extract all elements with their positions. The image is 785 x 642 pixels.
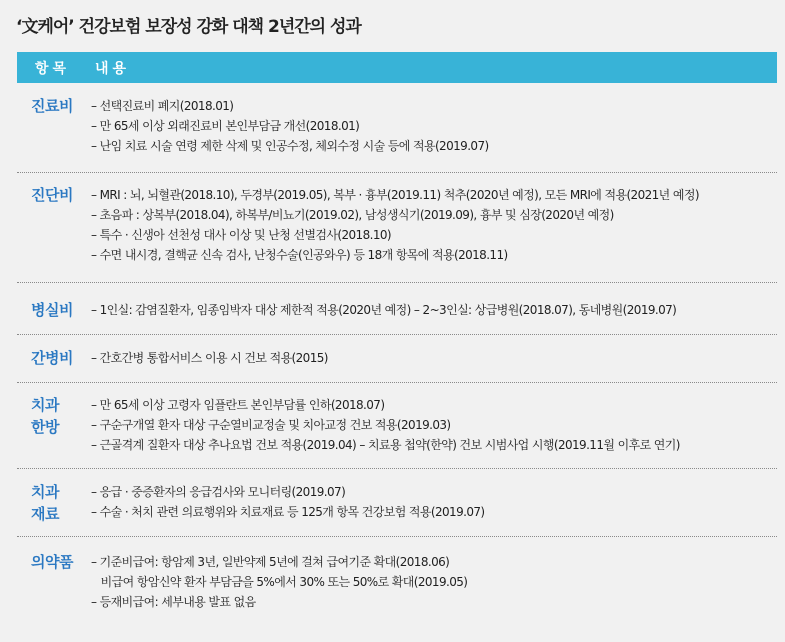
list-item: – 간호간병 통합서비스 이용 시 건보 적용(2015) bbox=[91, 351, 328, 365]
row-category: 간병비 bbox=[31, 349, 73, 367]
page-title: ‘文케어’ 건강보험 보장성 강화 대책 2년간의 성과 bbox=[16, 17, 361, 37]
list-item: – 수면 내시경, 결핵균 신속 검사, 난청수술(인공와우) 등 18개 항목에 적용(2018.11) bbox=[91, 248, 508, 262]
row-divider bbox=[17, 334, 777, 335]
row-category: 치과 재료 bbox=[31, 483, 59, 523]
row-category: 진단비 bbox=[31, 186, 73, 204]
row-items bbox=[91, 185, 773, 265]
row-items bbox=[91, 348, 773, 368]
row-divider bbox=[17, 282, 777, 283]
list-item: – 1인실: 감염질환자, 임종임박자 대상 제한적 적용(2020년 예정) – 2~3인실: 상급병원(2018.07), 동네병원(2019.07) bbox=[91, 303, 677, 317]
row-items bbox=[91, 96, 773, 156]
header-item-label: 항목 bbox=[35, 61, 71, 77]
list-item: – 난임 치료 시술 연령 제한 삭제 및 인공수정, 체외수정 시술 등에 적용(2019.07) bbox=[91, 139, 489, 153]
list-item: – 응급 · 중증환자의 응급검사와 모니터링(2019.07) bbox=[91, 485, 346, 499]
row-category: 치과 한방 bbox=[31, 396, 59, 436]
row-items bbox=[91, 300, 773, 320]
row-items bbox=[91, 482, 773, 522]
row-divider bbox=[17, 536, 777, 537]
row-category: 병실비 bbox=[31, 301, 73, 319]
row-category: 진료비 bbox=[31, 97, 73, 115]
list-item: – 선택진료비 폐지(2018.01) bbox=[91, 99, 234, 113]
header-content-label: 내용 bbox=[95, 61, 131, 77]
list-item: – 초음파 : 상복부(2018.04), 하복부/비뇨기(2019.02), 남성생식기(2019.09), 흉부 및 심장(2020년 예정) bbox=[91, 208, 614, 222]
list-item: 비급여 항암신약 환자 부담금을 5%에서 30% 또는 50%로 확대(2019.05) bbox=[91, 575, 468, 589]
list-item: – 기준비급여: 항암제 3년, 일반약제 5년에 걸쳐 급여기준 확대(2018.06) bbox=[91, 555, 450, 569]
row-items bbox=[91, 552, 773, 612]
row-divider bbox=[17, 468, 777, 469]
row-category: 의약품 bbox=[31, 553, 73, 571]
list-item: – 등재비급여: 세부내용 발표 없음 bbox=[91, 595, 256, 609]
list-item: – 만 65세 이상 외래진료비 본인부담금 개선(2018.01) bbox=[91, 119, 360, 133]
table-header bbox=[17, 52, 777, 83]
list-item: – 만 65세 이상 고령자 임플란트 본인부담률 인하(2018.07) bbox=[91, 398, 385, 412]
list-item: – 근골격계 질환자 대상 추나요법 건보 적용(2019.04) – 치료용 첩약(한약) 건보 시범사업 시행(2019.11월 이후로 연기) bbox=[91, 438, 680, 452]
list-item: – 구순구개열 환자 대상 구순열비교정술 및 치아교정 건보 적용(2019.03) bbox=[91, 418, 451, 432]
list-item: – MRI : 뇌, 뇌혈관(2018.10), 두경부(2019.05), 복부 · 흉부(2019.11) 척추(2020년 예정), 모든 MRI에 적용(2021년 예정) bbox=[91, 188, 699, 202]
row-divider bbox=[17, 382, 777, 383]
list-item: – 수술 · 처치 관련 의료행위와 치료재료 등 125개 항목 건강보험 적용(2019.07) bbox=[91, 505, 485, 519]
list-item: – 특수 · 신생아 선천성 대사 이상 및 난청 선별검사(2018.10) bbox=[91, 228, 391, 242]
row-divider bbox=[17, 172, 777, 173]
row-items bbox=[91, 395, 773, 455]
